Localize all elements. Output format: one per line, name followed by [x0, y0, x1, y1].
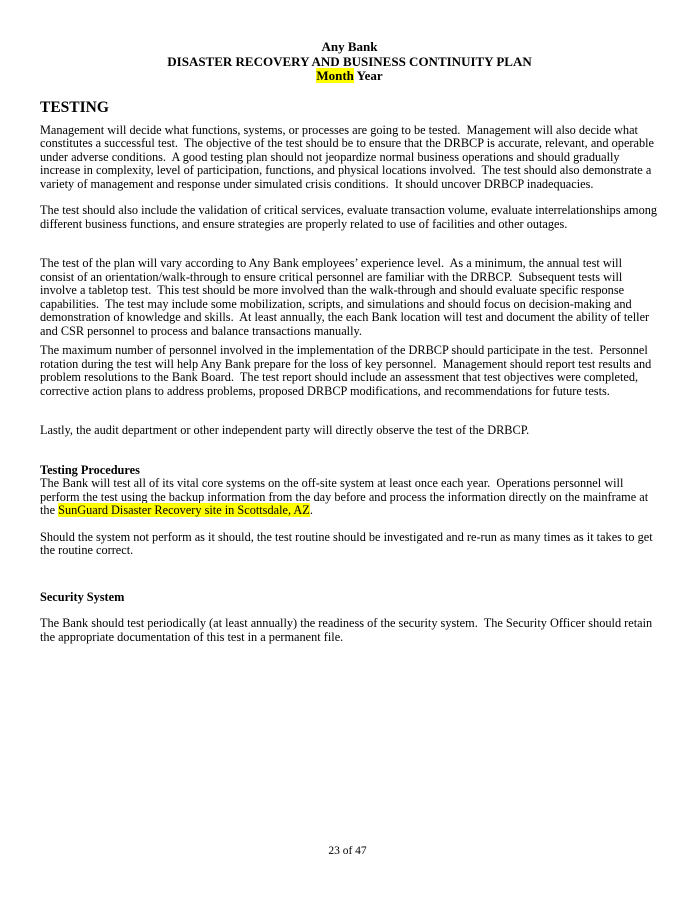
paragraph-testing-procedures-1 — [40, 477, 659, 518]
paragraph-testing-5: Lastly, the audit department or other independent party will directly observe the test of the DRBCP. — [40, 423, 530, 437]
header-plan-title: DISASTER RECOVERY AND BUSINESS CONTINUITY PLAN — [167, 53, 532, 69]
paragraph-testing-procedures-2: Should the system not perform as it should, the test routine should be investigated and re-run as many times as it takes to get the routine correct. — [40, 529, 656, 557]
paragraph-testing-2: The test should also include the validation of critical services, evaluate transaction volume, evaluate interrelationships among different business functions, and ensure strategies are properly related to use of facilities and other outages. — [40, 203, 661, 231]
header-year: Year — [353, 68, 383, 83]
paragraph-testing-1: Management will decide what functions, systems, or processes are going to be tested. Management will also decide what constitutes a successful test. The objective of the test should be to ensure that the DRBCP is accurate, relevant, and operable under adverse conditions. A good testing plan should not jeopardize normal business operations and should gradually increase in complexity, level of participation, functions, and physical locations involved. The test should also demonstrate a variety of management and response under simulated crisis conditions. It should uncover DRBCP inadequacies. — [40, 122, 658, 191]
procedures-text-after-highlight: . — [309, 503, 313, 517]
section-heading-testing-procedures: Testing Procedures — [40, 462, 140, 477]
header-bank-name: Any Bank — [321, 39, 378, 54]
section-title-testing: TESTING — [40, 98, 109, 116]
header-month-highlighted: Month — [316, 68, 354, 83]
paragraph-testing-4: The maximum number of personnel involved in the implementation of the DRBCP should participate in the test. Personnel rotation during the test will help Any Bank prepare for the loss of key personnel. Management should report test results and problem resolutions to the Bank Board. The test report should include an assessment that test objectives were completed, corrective action plans to address problems, proposed DRBCP modifications, and recommendations for future tests. — [40, 343, 655, 398]
page-number: 23 of 47 — [328, 845, 367, 857]
paragraph-security-system: The Bank should test periodically (at least annually) the readiness of the security system. The Security Officer should retain the appropriate documentation of this test in a permanent file. — [40, 616, 656, 644]
paragraph-testing-3: The test of the plan will vary according to Any Bank employees’ experience level. As a minimum, the annual test will consist of an orientation/walk-through to ensure critical personnel are familiar with the DRBCP. Subsequent tests will involve a tabletop test. This test should be more involved than the walk-through and should evaluate specific response capabilities. The test may include some mobilization, scripts, and simulations and should focus on decision-making and demonstration of knowledge and skills. At least annually, the each Bank location will test and document the ability of teller and CSR personnel to process and balance transactions manually. — [40, 256, 653, 338]
section-heading-security-system: Security System — [40, 589, 125, 604]
document-header — [40, 40, 659, 84]
procedures-text-before-highlight: The Bank will test all of its vital core systems on the off-site system at least once each year. Operations personnel will perform the test using the backup information from the day before and process the information directly on the mainframe at the — [40, 476, 652, 517]
header-date-line — [40, 69, 659, 84]
highlighted-text-recovery-site: SunGuard Disaster Recovery site in Scottsdale, AZ — [58, 503, 310, 517]
